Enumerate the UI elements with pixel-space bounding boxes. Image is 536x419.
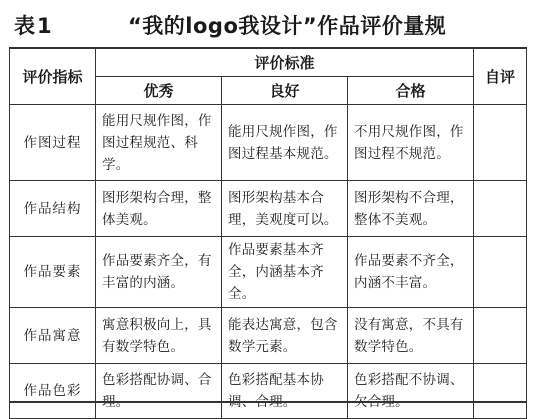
table-row (10, 308, 527, 364)
cell-self[interactable] (474, 181, 527, 237)
cell-good: 能用尺规作图，作图过程基本规范。 (222, 105, 348, 181)
table-row (10, 237, 527, 308)
row-indicator: 作品色彩 (10, 364, 96, 419)
evaluation-rubric-table (9, 47, 527, 419)
cell-self[interactable] (474, 105, 527, 181)
cell-good: 色彩搭配基本协调、合理。 (222, 364, 348, 419)
cell-excellent: 图形架构合理，整体美观。 (96, 181, 222, 237)
cell-excellent: 寓意积极向上，具有数学特色。 (96, 308, 222, 364)
cell-pass: 不用尺规作图，作图过程不规范。 (348, 105, 474, 181)
table-row (10, 105, 527, 181)
cell-self[interactable] (474, 308, 527, 364)
cell-pass: 图形架构不合理，整体不美观。 (348, 181, 474, 237)
header-standard: 评价标准 (96, 48, 474, 77)
table-row (10, 181, 527, 237)
cell-self[interactable] (474, 237, 527, 308)
header-level-excellent: 优秀 (96, 77, 222, 105)
caption (0, 0, 536, 44)
header-level-good: 良好 (222, 77, 348, 105)
header-self: 自评 (474, 48, 527, 105)
cell-good: 图形架构基本合理，美观度可以。 (222, 181, 348, 237)
table-row (10, 364, 527, 419)
cell-excellent: 色彩搭配协调、合理。 (96, 364, 222, 419)
table-title: “我的logo我设计”作品评价量规 (128, 14, 447, 38)
header-indicator: 评价指标 (10, 48, 96, 105)
cell-self[interactable] (474, 364, 527, 419)
row-indicator: 作品寓意 (10, 308, 96, 364)
row-indicator: 作品要素 (10, 237, 96, 308)
header-row-1 (10, 48, 527, 77)
header-level-pass: 合格 (348, 77, 474, 105)
cell-pass: 色彩搭配不协调、欠合理。 (348, 364, 474, 419)
cell-pass: 作品要素不齐全，内涵不丰富。 (348, 237, 474, 308)
cell-good: 能表达寓意，包含数学元素。 (222, 308, 348, 364)
cell-pass: 没有寓意，不具有数学特色。 (348, 308, 474, 364)
row-indicator: 作品结构 (10, 181, 96, 237)
row-indicator: 作图过程 (10, 105, 96, 181)
cell-excellent: 能用尺规作图，作图过程规范、科学。 (96, 105, 222, 181)
cell-excellent: 作品要素齐全，有丰富的内涵。 (96, 237, 222, 308)
table-number: 表1 (14, 14, 54, 38)
cell-good: 作品要素基本齐全，内涵基本齐全。 (222, 237, 348, 308)
